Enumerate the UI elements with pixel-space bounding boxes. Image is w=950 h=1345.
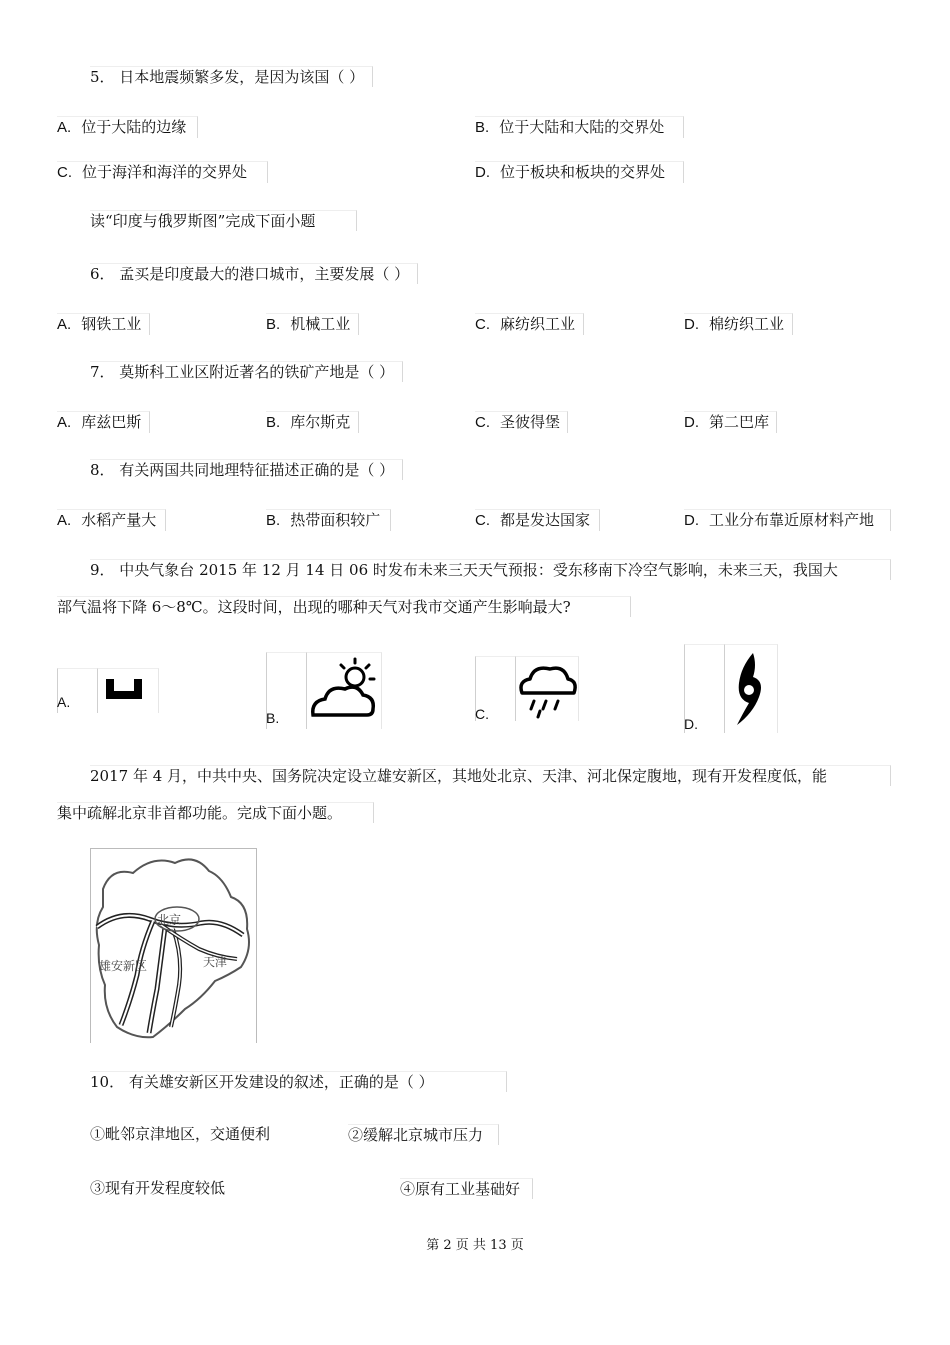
- q10-statement-3: ③现有开发程度较低: [90, 1179, 226, 1197]
- q8-option-b[interactable]: [266, 509, 391, 531]
- q5-option-c[interactable]: [57, 161, 268, 183]
- option-text: 水稻产量大: [81, 511, 157, 529]
- xiongan-map: [90, 848, 257, 1043]
- option-letter: C.: [57, 164, 72, 181]
- map-label-beijing: 北京: [157, 913, 182, 927]
- q6-stem: 6． 孟买是印度最大的港口城市，主要发展（ ）: [90, 263, 418, 284]
- option-letter: D.: [684, 512, 699, 529]
- region-map-graphic: [91, 849, 256, 1043]
- option-letter: C.: [475, 414, 490, 431]
- map-label-tianjin: 天津: [203, 955, 228, 969]
- option-letter: A.: [57, 512, 72, 529]
- q5-option-d[interactable]: [475, 161, 684, 183]
- q5-option-a[interactable]: [57, 116, 198, 138]
- q8-option-c[interactable]: [475, 509, 600, 531]
- q8-option-a[interactable]: [57, 509, 166, 531]
- option-letter: A.: [57, 316, 72, 333]
- option-letter: B.: [266, 316, 281, 333]
- q7-option-a[interactable]: [57, 411, 150, 433]
- q6-option-b[interactable]: [266, 313, 359, 335]
- option-letter: C.: [475, 316, 490, 333]
- option-text: 库尔斯克: [290, 413, 351, 431]
- option-text: 热带面积较广: [290, 511, 381, 529]
- q8-stem: 8． 有关两国共同地理特征描述正确的是（ ）: [90, 459, 403, 480]
- option-letter: B.: [266, 710, 280, 726]
- q10-statement-2: ②缓解北京城市压力: [348, 1124, 499, 1145]
- q7-option-d[interactable]: [684, 411, 777, 433]
- q10-statement-1: ①毗邻京津地区，交通便利: [90, 1125, 271, 1143]
- q9-stem-line1: 9． 中央气象台 2015 年 12 月 14 日 06 时发布未来三天天气预报：受东移南下冷空气影响，未来三天，我国大: [90, 559, 891, 580]
- page-footer: 第 2 页 共 13 页: [426, 1238, 524, 1253]
- q10-stem: 10． 有关雄安新区开发建设的叙述，正确的是（ ）: [90, 1071, 507, 1092]
- q7-option-c[interactable]: [475, 411, 568, 433]
- option-letter: C.: [475, 706, 489, 722]
- option-letter: B.: [266, 414, 281, 431]
- q5-stem: 5． 日本地震频繁多发，是因为该国（ ）: [90, 66, 373, 87]
- option-letter: A.: [57, 694, 71, 710]
- rain-icon: [516, 657, 578, 721]
- q9-stem-line2: 部气温将下降 6～8℃。这段时间，出现的哪种天气对我市交通产生影响最大?: [57, 596, 631, 617]
- option-text: 位于大陆的边缘: [81, 118, 187, 136]
- reading-instruction: 读“印度与俄罗斯图”完成下面小题: [90, 210, 357, 231]
- fog-icon: [98, 669, 158, 713]
- option-text: 库兹巴斯: [81, 413, 142, 431]
- option-text: 机械工业: [290, 315, 351, 333]
- option-letter: D.: [684, 414, 699, 431]
- q5-option-b[interactable]: [475, 116, 684, 138]
- option-letter: D.: [475, 164, 490, 181]
- option-text: 圣彼得堡: [500, 413, 561, 431]
- q8-option-d[interactable]: [684, 509, 891, 531]
- option-text: 位于海洋和海洋的交界处: [82, 163, 248, 181]
- q7-option-b[interactable]: [266, 411, 359, 433]
- option-text: 工业分布靠近原材料产地: [709, 511, 875, 529]
- option-text: 棉纺织工业: [709, 315, 785, 333]
- map-label-xiongan: 雄安新区: [99, 959, 148, 973]
- partly-cloudy-icon: [307, 653, 381, 729]
- option-letter: A.: [57, 119, 72, 136]
- typhoon-icon: [725, 645, 777, 733]
- option-letter: A.: [57, 414, 72, 431]
- option-text: 第二巴库: [709, 413, 770, 431]
- q10-statement-4: ④原有工业基础好: [400, 1178, 533, 1199]
- q6-option-a[interactable]: [57, 313, 150, 335]
- q6-option-c[interactable]: [475, 313, 584, 335]
- option-text: 位于板块和板块的交界处: [500, 163, 666, 181]
- reading-passage-line2: 集中疏解北京非首都功能。完成下面小题。: [57, 802, 374, 823]
- option-letter: B.: [475, 119, 490, 136]
- q7-stem: 7． 莫斯科工业区附近著名的铁矿产地是（ ）: [90, 361, 403, 382]
- option-letter: C.: [475, 512, 490, 529]
- option-text: 麻纺织工业: [500, 315, 576, 333]
- option-text: 都是发达国家: [500, 511, 591, 529]
- option-letter: B.: [266, 512, 281, 529]
- option-text: 位于大陆和大陆的交界处: [499, 118, 665, 136]
- reading-passage-line1: 2017 年 4 月，中共中央、国务院决定设立雄安新区，其地处北京、天津、河北保定腹地，现有开发程度低，能: [90, 765, 891, 786]
- q6-option-d[interactable]: [684, 313, 793, 335]
- option-letter: D.: [684, 316, 699, 333]
- option-letter: D.: [684, 716, 698, 732]
- option-text: 钢铁工业: [81, 315, 142, 333]
